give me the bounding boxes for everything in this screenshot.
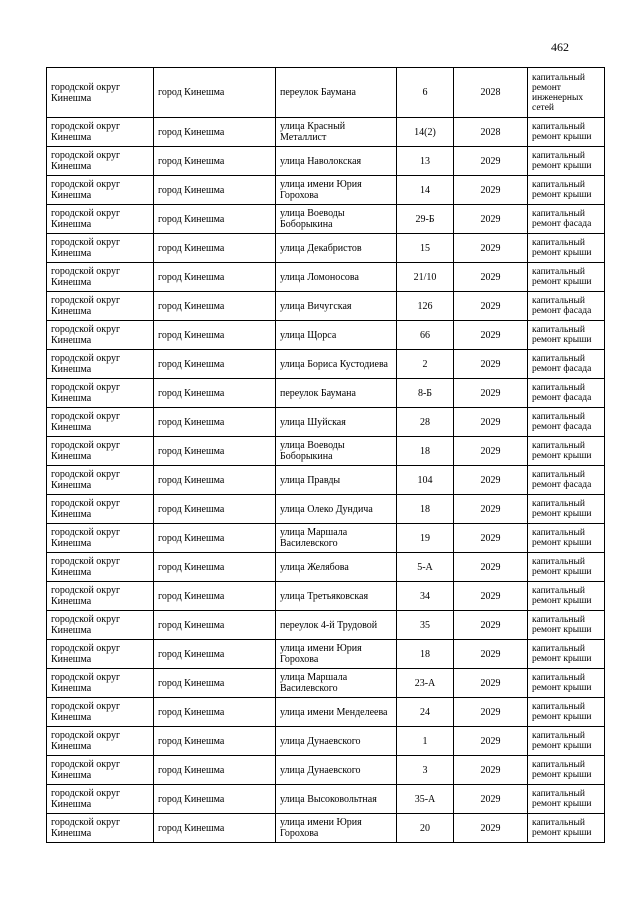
year-cell: 2029 [454, 176, 528, 205]
year-cell: 2029 [454, 524, 528, 553]
district-cell: городской округ Кинешма [47, 611, 154, 640]
district-cell: городской округ Кинешма [47, 234, 154, 263]
table-row [47, 785, 605, 814]
house-number-cell: 13 [397, 147, 454, 176]
house-number-cell: 20 [397, 814, 454, 843]
table-row [47, 408, 605, 437]
street-cell: улица имени Менделеева [276, 698, 397, 727]
table-row [47, 524, 605, 553]
table-row [47, 292, 605, 321]
work-type-cell: капитальный ремонт крыши [528, 756, 605, 785]
table-row [47, 234, 605, 263]
city-cell: город Кинешма [154, 176, 276, 205]
city-cell: город Кинешма [154, 785, 276, 814]
house-number-cell: 34 [397, 582, 454, 611]
street-cell: улица Высоковольтная [276, 785, 397, 814]
city-cell: город Кинешма [154, 408, 276, 437]
city-cell: город Кинешма [154, 321, 276, 350]
work-type-cell: капитальный ремонт фасада [528, 379, 605, 408]
house-number-cell: 21/10 [397, 263, 454, 292]
repair-schedule-table [46, 67, 605, 843]
street-cell: улица Дунаевского [276, 756, 397, 785]
city-cell: город Кинешма [154, 234, 276, 263]
street-cell: улица имени Юрия Горохова [276, 640, 397, 669]
district-cell: городской округ Кинешма [47, 350, 154, 379]
street-cell: улица имени Юрия Горохова [276, 814, 397, 843]
city-cell: город Кинешма [154, 147, 276, 176]
district-cell: городской округ Кинешма [47, 118, 154, 147]
house-number-cell: 14 [397, 176, 454, 205]
year-cell: 2029 [454, 495, 528, 524]
district-cell: городской округ Кинешма [47, 553, 154, 582]
city-cell: город Кинешма [154, 118, 276, 147]
house-number-cell: 3 [397, 756, 454, 785]
house-number-cell: 126 [397, 292, 454, 321]
year-cell: 2029 [454, 408, 528, 437]
year-cell: 2029 [454, 321, 528, 350]
house-number-cell: 28 [397, 408, 454, 437]
house-number-cell: 18 [397, 495, 454, 524]
table-row [47, 350, 605, 379]
city-cell: город Кинешма [154, 495, 276, 524]
house-number-cell: 2 [397, 350, 454, 379]
district-cell: городской округ Кинешма [47, 640, 154, 669]
work-type-cell: капитальный ремонт крыши [528, 234, 605, 263]
street-cell: улица Щорса [276, 321, 397, 350]
year-cell: 2029 [454, 727, 528, 756]
house-number-cell: 18 [397, 640, 454, 669]
district-cell: городской округ Кинешма [47, 698, 154, 727]
city-cell: город Кинешма [154, 611, 276, 640]
street-cell: улица Маршала Василевского [276, 669, 397, 698]
district-cell: городской округ Кинешма [47, 814, 154, 843]
house-number-cell: 19 [397, 524, 454, 553]
work-type-cell: капитальный ремонт крыши [528, 640, 605, 669]
city-cell: город Кинешма [154, 669, 276, 698]
district-cell: городской округ Кинешма [47, 785, 154, 814]
table-row [47, 437, 605, 466]
city-cell: город Кинешма [154, 466, 276, 495]
work-type-cell: капитальный ремонт инженерных сетей [528, 68, 605, 118]
table-row [47, 321, 605, 350]
street-cell: улица Правды [276, 466, 397, 495]
table-row [47, 582, 605, 611]
house-number-cell: 29-Б [397, 205, 454, 234]
district-cell: городской округ Кинешма [47, 321, 154, 350]
year-cell: 2029 [454, 466, 528, 495]
table-row [47, 176, 605, 205]
district-cell: городской округ Кинешма [47, 582, 154, 611]
year-cell: 2029 [454, 205, 528, 234]
house-number-cell: 66 [397, 321, 454, 350]
work-type-cell: капитальный ремонт фасада [528, 292, 605, 321]
district-cell: городской округ Кинешма [47, 524, 154, 553]
table-row [47, 495, 605, 524]
work-type-cell: капитальный ремонт крыши [528, 118, 605, 147]
table-body [47, 68, 605, 843]
city-cell: город Кинешма [154, 727, 276, 756]
district-cell: городской округ Кинешма [47, 263, 154, 292]
city-cell: город Кинешма [154, 292, 276, 321]
work-type-cell: капитальный ремонт фасада [528, 205, 605, 234]
district-cell: городской округ Кинешма [47, 292, 154, 321]
work-type-cell: капитальный ремонт крыши [528, 263, 605, 292]
house-number-cell: 5-А [397, 553, 454, 582]
city-cell: город Кинешма [154, 640, 276, 669]
street-cell: улица Воеводы Боборыкина [276, 205, 397, 234]
table-row [47, 118, 605, 147]
table-row [47, 669, 605, 698]
table-row [47, 698, 605, 727]
district-cell: городской округ Кинешма [47, 147, 154, 176]
work-type-cell: капитальный ремонт крыши [528, 814, 605, 843]
year-cell: 2029 [454, 814, 528, 843]
work-type-cell: капитальный ремонт крыши [528, 495, 605, 524]
table-row [47, 756, 605, 785]
street-cell: улица Дунаевского [276, 727, 397, 756]
district-cell: городской округ Кинешма [47, 756, 154, 785]
street-cell: улица Воеводы Боборыкина [276, 437, 397, 466]
house-number-cell: 23-А [397, 669, 454, 698]
work-type-cell: капитальный ремонт крыши [528, 669, 605, 698]
work-type-cell: капитальный ремонт крыши [528, 553, 605, 582]
page-number: 462 [551, 40, 569, 54]
table-row [47, 466, 605, 495]
house-number-cell: 18 [397, 437, 454, 466]
district-cell: городской округ Кинешма [47, 727, 154, 756]
street-cell: улица Красный Металлист [276, 118, 397, 147]
street-cell: улица Вичугская [276, 292, 397, 321]
work-type-cell: капитальный ремонт фасада [528, 408, 605, 437]
city-cell: город Кинешма [154, 698, 276, 727]
house-number-cell: 1 [397, 727, 454, 756]
year-cell: 2029 [454, 553, 528, 582]
work-type-cell: капитальный ремонт крыши [528, 611, 605, 640]
table-row [47, 379, 605, 408]
house-number-cell: 6 [397, 68, 454, 118]
city-cell: город Кинешма [154, 205, 276, 234]
house-number-cell: 35-А [397, 785, 454, 814]
city-cell: город Кинешма [154, 524, 276, 553]
district-cell: городской округ Кинешма [47, 669, 154, 698]
district-cell: городской округ Кинешма [47, 437, 154, 466]
house-number-cell: 15 [397, 234, 454, 263]
city-cell: город Кинешма [154, 582, 276, 611]
year-cell: 2028 [454, 68, 528, 118]
street-cell: улица Олеко Дундича [276, 495, 397, 524]
work-type-cell: капитальный ремонт крыши [528, 524, 605, 553]
city-cell: город Кинешма [154, 553, 276, 582]
table-row [47, 68, 605, 118]
street-cell: переулок 4-й Трудовой [276, 611, 397, 640]
city-cell: город Кинешма [154, 263, 276, 292]
table-row [47, 553, 605, 582]
district-cell: городской округ Кинешма [47, 495, 154, 524]
district-cell: городской округ Кинешма [47, 176, 154, 205]
table-row [47, 814, 605, 843]
year-cell: 2029 [454, 234, 528, 263]
district-cell: городской округ Кинешма [47, 408, 154, 437]
house-number-cell: 14(2) [397, 118, 454, 147]
table-row [47, 205, 605, 234]
city-cell: город Кинешма [154, 379, 276, 408]
year-cell: 2029 [454, 379, 528, 408]
year-cell: 2029 [454, 669, 528, 698]
city-cell: город Кинешма [154, 437, 276, 466]
work-type-cell: капитальный ремонт фасада [528, 466, 605, 495]
district-cell: городской округ Кинешма [47, 205, 154, 234]
house-number-cell: 104 [397, 466, 454, 495]
year-cell: 2029 [454, 263, 528, 292]
city-cell: город Кинешма [154, 350, 276, 379]
work-type-cell: капитальный ремонт крыши [528, 147, 605, 176]
house-number-cell: 35 [397, 611, 454, 640]
street-cell: переулок Баумана [276, 68, 397, 118]
year-cell: 2029 [454, 698, 528, 727]
year-cell: 2029 [454, 147, 528, 176]
work-type-cell: капитальный ремонт крыши [528, 785, 605, 814]
work-type-cell: капитальный ремонт крыши [528, 176, 605, 205]
street-cell: улица Третьяковская [276, 582, 397, 611]
table-row [47, 611, 605, 640]
year-cell: 2029 [454, 350, 528, 379]
table-row [47, 147, 605, 176]
work-type-cell: капитальный ремонт фасада [528, 350, 605, 379]
street-cell: улица Маршала Василевского [276, 524, 397, 553]
work-type-cell: капитальный ремонт крыши [528, 698, 605, 727]
year-cell: 2029 [454, 292, 528, 321]
work-type-cell: капитальный ремонт крыши [528, 727, 605, 756]
street-cell: улица имени Юрия Горохова [276, 176, 397, 205]
year-cell: 2028 [454, 118, 528, 147]
house-number-cell: 8-Б [397, 379, 454, 408]
city-cell: город Кинешма [154, 814, 276, 843]
street-cell: улица Бориса Кустодиева [276, 350, 397, 379]
year-cell: 2029 [454, 611, 528, 640]
street-cell: улица Декабристов [276, 234, 397, 263]
house-number-cell: 24 [397, 698, 454, 727]
table-row [47, 640, 605, 669]
year-cell: 2029 [454, 582, 528, 611]
year-cell: 2029 [454, 437, 528, 466]
street-cell: переулок Баумана [276, 379, 397, 408]
year-cell: 2029 [454, 640, 528, 669]
table-row [47, 263, 605, 292]
district-cell: городской округ Кинешма [47, 379, 154, 408]
work-type-cell: капитальный ремонт крыши [528, 582, 605, 611]
table-row [47, 727, 605, 756]
city-cell: город Кинешма [154, 68, 276, 118]
year-cell: 2029 [454, 785, 528, 814]
work-type-cell: капитальный ремонт крыши [528, 321, 605, 350]
street-cell: улица Ломоносова [276, 263, 397, 292]
city-cell: город Кинешма [154, 756, 276, 785]
district-cell: городской округ Кинешма [47, 466, 154, 495]
street-cell: улица Наволокская [276, 147, 397, 176]
district-cell: городской округ Кинешма [47, 68, 154, 118]
work-type-cell: капитальный ремонт крыши [528, 437, 605, 466]
street-cell: улица Шуйская [276, 408, 397, 437]
street-cell: улица Желябова [276, 553, 397, 582]
year-cell: 2029 [454, 756, 528, 785]
